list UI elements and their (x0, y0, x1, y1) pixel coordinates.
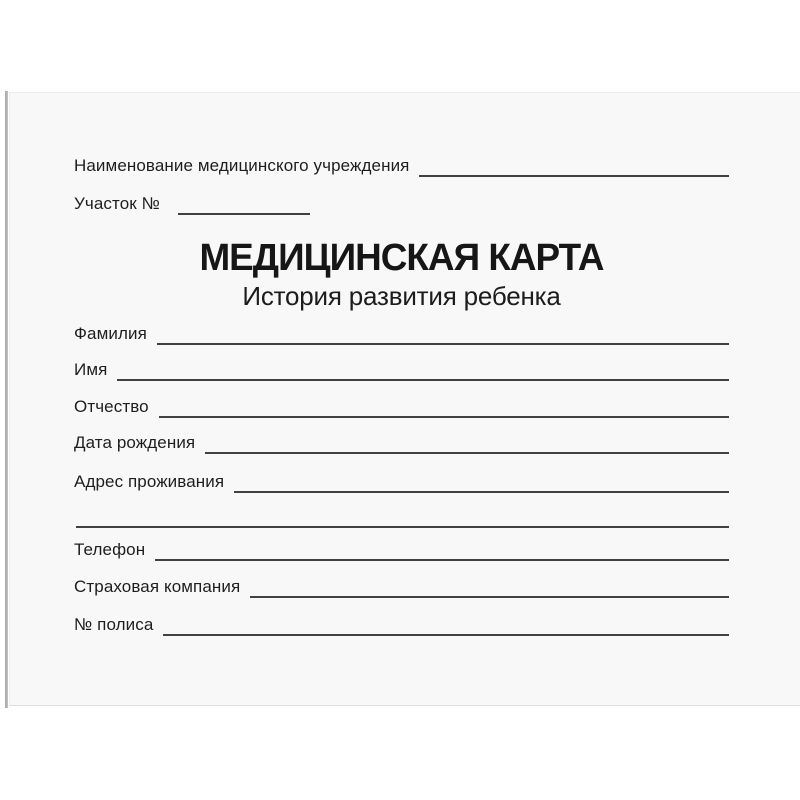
field-row-birthdate (74, 430, 729, 454)
page-title: МЕДИЦИНСКАЯ КАРТА (199, 237, 604, 279)
surname-label: Фамилия (74, 324, 147, 343)
field-row-phone (74, 537, 729, 561)
insurance-company-label: Страховая компания (74, 577, 241, 596)
field-row-surname (74, 321, 729, 345)
field-row-district (74, 191, 729, 215)
address-label: Адрес проживания (74, 472, 225, 491)
field-row-address-continuation (74, 504, 729, 528)
field-row-address (74, 469, 729, 493)
birthdate-label: Дата рождения (74, 433, 196, 452)
field-row-policy-number (74, 612, 729, 636)
card-content (74, 93, 729, 705)
phone-blank-line (155, 537, 729, 561)
phone-label: Телефон (74, 540, 146, 559)
field-row-insurance-company (74, 574, 729, 598)
patronymic-blank-line (159, 394, 729, 418)
firstname-label: Имя (74, 360, 108, 379)
address-blank-line (234, 469, 729, 493)
institution-blank-line (419, 153, 729, 177)
district-label: Участок № (74, 194, 160, 213)
page-subtitle: История развития ребенка (242, 281, 561, 311)
field-row-institution (74, 153, 729, 177)
district-blank-line (178, 191, 310, 215)
firstname-blank-line (117, 357, 729, 381)
policy-number-label: № полиса (74, 615, 154, 634)
birthdate-blank-line (205, 430, 729, 454)
medical-card-cover (9, 92, 800, 706)
insurance-company-blank-line (250, 574, 729, 598)
policy-number-blank-line (163, 612, 729, 636)
field-row-patronymic (74, 394, 729, 418)
surname-blank-line (157, 321, 729, 345)
institution-label: Наименование медицинского учреждения (74, 156, 410, 175)
card-spine-edge (5, 91, 8, 708)
patronymic-label: Отчество (74, 397, 149, 416)
address-continuation-blank-line (76, 504, 729, 528)
field-row-firstname (74, 357, 729, 381)
